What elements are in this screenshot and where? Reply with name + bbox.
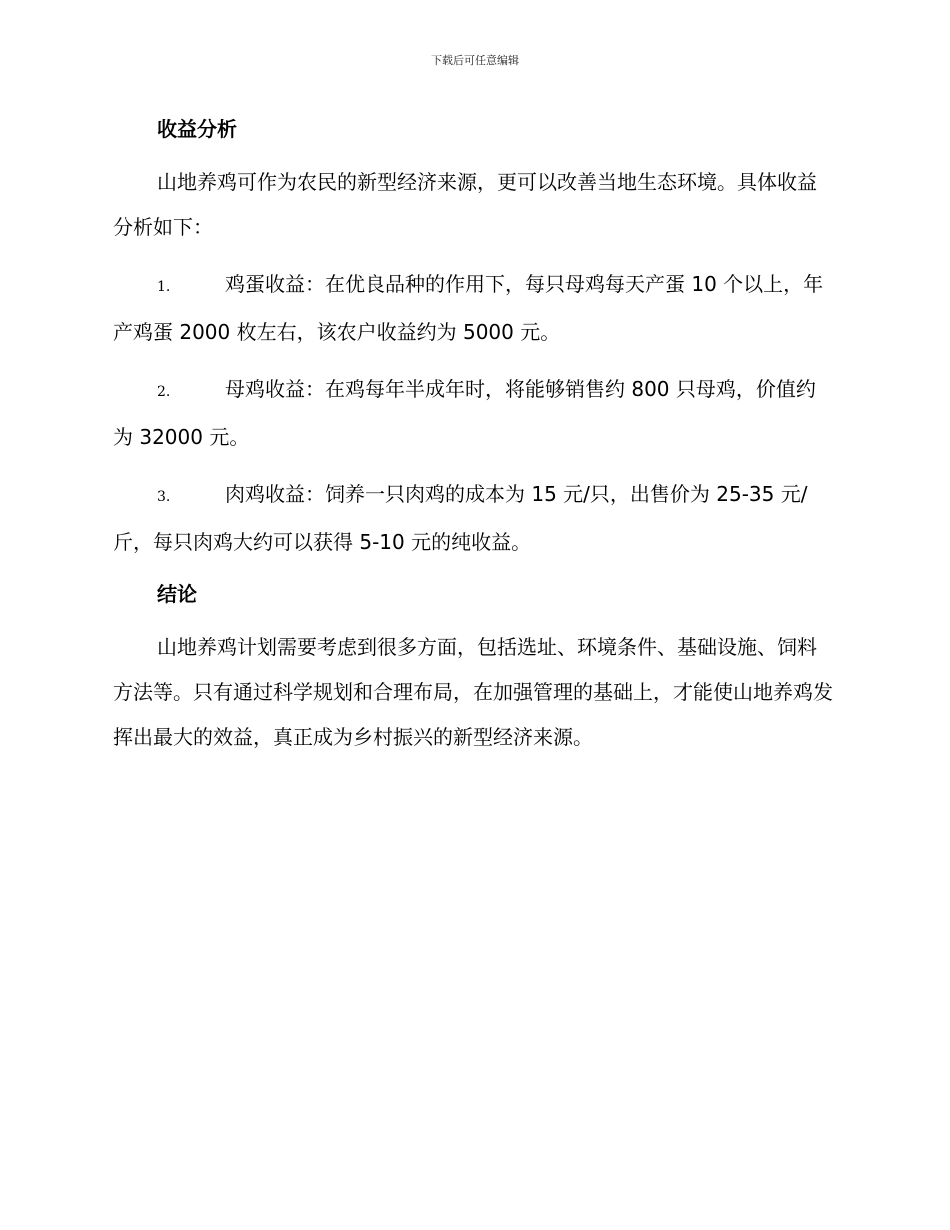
spacer (113, 460, 835, 472)
spacer (113, 565, 835, 577)
page-header: 下载后可任意编辑 (431, 54, 519, 67)
list-number: 3. (157, 489, 171, 505)
list-item-text: 鸡蛋收益：在优良品种的作用下，每只母鸡每天产蛋 10 个以上，年产鸡蛋 2000 枚左右，该农户收益约为 5000 元。 (113, 272, 824, 344)
income-intro-paragraph: 山地养鸡可作为农民的新型经济来源，更可以改善当地生态环境。具体收益分析如下： (113, 170, 817, 239)
section-title-conclusion: 结论 (157, 582, 197, 606)
spacer (113, 611, 835, 625)
list-item-broiler-income (113, 472, 835, 565)
list-number: 1. (157, 279, 171, 295)
spacer (113, 355, 835, 367)
conclusion-paragraph: 山地养鸡计划需要考虑到很多方面，包括选址、环境条件、基础设施、饲料方法等。只有通过科学规划和合理布局，在加强管理的基础上，才能使山地养鸡发挥出最大的效益，真正成为乡村振兴的新型经济来源。 (113, 635, 833, 749)
list-item-text: 肉鸡收益：饲养一只肉鸡的成本为 15 元/只，出售价为 25-35 元/斤，每只肉鸡大约可以获得 5-10 元的纯收益。 (113, 482, 808, 554)
spacer (113, 250, 835, 262)
list-item-egg-income (113, 262, 835, 355)
spacer (113, 146, 835, 160)
section-title-income: 收益分析 (157, 117, 237, 141)
list-number: 2. (157, 384, 171, 400)
list-item-hen-income (113, 367, 835, 460)
document-body (113, 112, 835, 760)
list-item-text: 母鸡收益：在鸡每年半成年时，将能够销售约 800 只母鸡，价值约为 32000 元。 (113, 377, 816, 449)
